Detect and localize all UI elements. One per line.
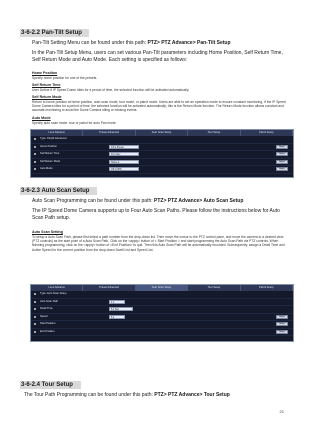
- home-position-text: Specify home position for one of the presets.: [32, 76, 98, 80]
- row-label: Auto Mode: [40, 167, 53, 170]
- tour-path-text: [24, 392, 294, 399]
- tab-preset-advanced[interactable]: Preset Advanced: [83, 285, 135, 291]
- page-number: 21: [279, 409, 284, 414]
- heading-text: 3-6-2.3 Auto Scan Setup: [21, 188, 90, 194]
- row-label: Start Position: [40, 322, 56, 325]
- tab-auto-scan-setup[interactable]: Auto Scan Setup: [136, 130, 188, 136]
- pan-tilt-ui-screenshot: [30, 129, 294, 178]
- apply-button[interactable]: Apply: [276, 152, 288, 156]
- auto-scan-setting-title: Auto Scan Setting: [32, 230, 63, 234]
- bullet-icon: [34, 168, 36, 170]
- dwell-time-select[interactable]: 5 ▾ Sec: [109, 307, 133, 311]
- bullet-icon: [34, 308, 36, 310]
- row-label: Self Return Time: [40, 152, 60, 155]
- tab-patrol-setup[interactable]: Patrol Setup: [241, 285, 293, 291]
- bullet-icon: [34, 138, 36, 140]
- home-position-title: Home Position: [32, 71, 58, 75]
- auto-scan-description: The IP Speed Dome Camera supports up to Four Auto Scan Paths. Please follow the instructions below for Auto Scan Path setup.: [32, 208, 280, 221]
- bullet-icon: [34, 293, 36, 295]
- dwell-time-row: [31, 306, 293, 314]
- row-label: End Position: [40, 329, 55, 333]
- home-position-row: [31, 144, 293, 152]
- tab-tour-setup[interactable]: Tour Setup: [188, 285, 240, 291]
- start-position-row: [31, 321, 293, 329]
- type-label: Type: Pantilt Advanced: [40, 137, 67, 140]
- auto-scan-path-row: [31, 299, 293, 307]
- apply-button[interactable]: Apply: [276, 315, 288, 319]
- apply-button[interactable]: Apply: [276, 167, 288, 171]
- speed-select[interactable]: 5 ▾: [109, 315, 125, 319]
- type-row: [31, 291, 293, 299]
- path-bold: PTZ> PTZ Advance> Tour Setup: [154, 392, 230, 398]
- tab-patrol-setup[interactable]: Patrol Setup: [241, 130, 293, 136]
- section-heading-pan-tilt: [20, 29, 89, 37]
- auto-scan-path-text: [32, 198, 286, 205]
- tab-lens-advance[interactable]: Lens Advance: [31, 285, 83, 291]
- pan-tilt-path-text: [32, 40, 286, 47]
- row-label: Auto Scan Path: [40, 299, 59, 303]
- end-position-row: [31, 329, 293, 337]
- heading-text: 3-6-2.2 Pan-Tilt Setup: [21, 30, 82, 36]
- section-heading-tour: [20, 381, 81, 389]
- tab-preset-advanced[interactable]: Preset Advanced: [83, 130, 135, 136]
- self-return-mode-select[interactable]: Home ▾: [109, 160, 139, 164]
- pan-tilt-description: In the Pan-Tilt Setup Menu, users can set various Pan-Tilt parameters including Home Position, Self Return Time, Self Return Mode and Auto Mode. Each setting is specified as follows:: [32, 50, 283, 63]
- bullet-icon: [34, 153, 36, 155]
- self-return-mode-title: Self Return Mode: [32, 95, 62, 99]
- apply-button[interactable]: Apply: [276, 145, 288, 149]
- path-prefix: Pan-Tilt Setting Menu can be found under this path:: [32, 40, 148, 46]
- speed-row: [31, 314, 293, 322]
- self-return-mode-row: [31, 159, 293, 167]
- auto-scan-ui-screenshot: [30, 284, 294, 342]
- type-label: Type: Auto Scan Setup: [40, 292, 67, 295]
- bullet-icon: [34, 316, 36, 318]
- path-prefix: Auto Scan Programming can be found under this path:: [32, 198, 155, 204]
- apply-button[interactable]: Apply: [276, 330, 288, 334]
- auto-mode-row: [31, 166, 293, 174]
- tab-lens-advance[interactable]: Lens Advance: [31, 130, 83, 136]
- path-bold: PTZ> PTZ Advance> Auto Scan Setup: [154, 198, 244, 204]
- row-label: Speed: [40, 314, 48, 318]
- path-bold: PTZ> PTZ Advance> Pan-Tilt Setup: [147, 40, 231, 46]
- bullet-icon: [34, 146, 36, 148]
- row-label: Self Return Mode: [40, 159, 61, 163]
- bullet-icon: [34, 331, 36, 333]
- path-prefix: The Tour Path Programming can be found under this path:: [24, 392, 155, 398]
- section-heading-auto-scan: [20, 187, 97, 195]
- type-row: [31, 136, 293, 144]
- row-label: Home Position: [40, 144, 57, 148]
- auto-scan-setting-text: To setup a Auto Scan Path, please first select a path number from the drop-down list. Then move the cursor to the PTZ control pane, and move the camera to a desired view (PTZ controls) as the start point of a Auto Scan Path. Click on the <apply> button of < Start Position > and start programming the Auto Scan Path via PTZ controls. When finishing programming, click on the <apply> button of <End Position> to quit. Then this Auto Scan Path will be automatically recorded. Subsequently, assign a Dwell Time and Active Speed for the current position from the drop-down Dwell List and Speed List.: [32, 235, 285, 252]
- self-return-time-row: [31, 151, 293, 159]
- auto-mode-text: Specify auto scan mode, tour or patrol for auto Pan mode.: [32, 121, 117, 125]
- bullet-icon: [34, 301, 36, 303]
- auto-mode-select[interactable]: Off ▾ NPS: [109, 167, 139, 171]
- row-label: Dwell Time: [40, 307, 53, 310]
- apply-button[interactable]: Apply: [276, 160, 288, 164]
- bullet-icon: [34, 323, 36, 325]
- heading-text: 3-6-2.4 Tour Setup: [21, 382, 73, 388]
- self-return-time-select[interactable]: 10 ▾ Sec: [109, 152, 139, 156]
- tab-tour-setup[interactable]: Tour Setup: [188, 130, 240, 136]
- auto-mode-title: Auto Mode: [32, 116, 51, 120]
- self-return-time-text: User Define if IP Speed Dome idles for a period of time, the selected function will be activated automatically.: [32, 88, 190, 92]
- auto-scan-path-select[interactable]: 1 ▾: [109, 300, 125, 304]
- tab-auto-scan-setup[interactable]: Auto Scan Setup: [136, 285, 188, 291]
- bullet-icon: [34, 161, 36, 163]
- apply-button[interactable]: Apply: [276, 322, 288, 326]
- self-return-time-title: Self Return Time: [32, 83, 61, 87]
- home-position-select[interactable]: 1/8 ▾ Preset: [109, 145, 139, 149]
- self-return-mode-text: Return to home position at home position, auto scan mode, tour mode, or patrol mode. Users are able to set an operation mode to ensure constant monitoring. If the IP Speed Dome Camera idles for a period of time, the selected function will be activated automatically; this is the Return Mode function. The Return Mode function allows constant and accurate monitoring to avoid the Dome Camera idling or missing events.: [32, 100, 286, 113]
